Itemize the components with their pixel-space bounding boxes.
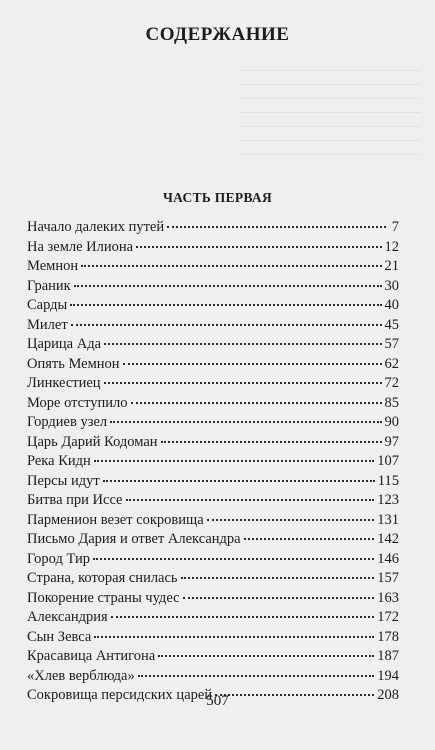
dot-leader	[81, 265, 381, 267]
dot-leader	[183, 597, 375, 599]
toc-entry	[27, 355, 399, 375]
toc-entry	[27, 472, 399, 492]
toc-entry	[27, 374, 399, 394]
toc-entry	[27, 530, 399, 550]
toc-entry-title: Граник	[27, 277, 71, 294]
dot-leader	[181, 577, 375, 579]
toc-entry-page: 57	[384, 336, 399, 352]
toc-entry	[27, 550, 399, 570]
toc-entry-title: Парменион везет сокровища	[27, 511, 204, 528]
dot-leader	[131, 402, 382, 404]
dot-leader	[126, 499, 375, 501]
toc-entry-page: 85	[384, 394, 399, 411]
toc-entry-page: 62	[384, 355, 399, 372]
toc-entry-page: 40	[384, 297, 399, 313]
toc-entry	[27, 277, 399, 297]
toc-entry-title: Сарды	[27, 297, 68, 313]
toc-entry-title: Покорение страны чудес	[27, 589, 180, 606]
table-of-contents	[27, 218, 399, 706]
toc-entry-page: 208	[377, 687, 399, 703]
dot-leader	[123, 363, 382, 365]
toc-entry-title: Красавица Антигона	[27, 648, 156, 664]
toc-entry-title: Сокровища персидских царей	[27, 687, 213, 703]
toc-entry-page: 7	[391, 219, 399, 235]
toc-entry-page: 131	[377, 511, 399, 528]
dot-leader	[74, 285, 382, 287]
dot-leader	[94, 636, 374, 638]
toc-entry	[27, 413, 399, 433]
toc-entry-page: 178	[377, 628, 399, 645]
dot-leader	[158, 655, 374, 657]
toc-entry-page: 115	[377, 472, 399, 489]
toc-entry-page: 172	[377, 609, 399, 625]
dot-leader	[111, 616, 375, 618]
toc-entry	[27, 589, 399, 609]
toc-entry	[27, 257, 399, 277]
toc-entry-page: 107	[377, 453, 399, 469]
toc-entry-page: 72	[384, 375, 399, 391]
dot-leader	[110, 421, 381, 423]
toc-entry-title: Мемнон	[27, 258, 79, 274]
dot-leader	[167, 226, 386, 228]
toc-entry-page: 30	[384, 277, 399, 294]
toc-entry-page: 187	[377, 648, 399, 664]
dot-leader	[104, 382, 382, 384]
toc-entry-page: 12	[384, 238, 399, 255]
toc-entry-title: Река Кидн	[27, 453, 91, 469]
dot-leader	[70, 304, 381, 306]
toc-entry-title: Море отступило	[27, 394, 128, 411]
toc-entry	[27, 647, 399, 667]
toc-entry	[27, 628, 399, 648]
toc-entry-page: 123	[377, 492, 399, 508]
dot-leader	[104, 343, 381, 345]
toc-entry	[27, 316, 399, 336]
toc-entry	[27, 608, 399, 628]
dot-leader	[161, 441, 382, 443]
toc-entry	[27, 452, 399, 472]
page-number: 507	[206, 693, 229, 709]
toc-entry	[27, 667, 399, 687]
toc-entry-title: Опять Мемнон	[27, 355, 120, 372]
toc-entry-title: Письмо Дария и ответ Александра	[27, 531, 241, 547]
toc-entry-page: 21	[384, 258, 399, 274]
toc-entry	[27, 218, 399, 238]
toc-entry-page: 142	[377, 531, 399, 547]
toc-entry-title: Сын Зевса	[27, 628, 92, 645]
toc-entry-page: 194	[377, 667, 399, 684]
toc-entry-page: 157	[377, 570, 399, 586]
toc-entry-page: 45	[384, 316, 399, 333]
toc-entry	[27, 335, 399, 355]
toc-entry-page: 163	[377, 589, 399, 606]
toc-entry-title: На земле Илиона	[27, 238, 134, 255]
part-heading: ЧАСТЬ ПЕРВАЯ	[162, 190, 273, 205]
page-title: СОДЕРЖАНИЕ	[145, 24, 290, 45]
toc-entry-title: Милет	[27, 316, 68, 333]
toc-entry-title: Гордиев узел	[27, 414, 108, 430]
toc-entry-page: 97	[384, 433, 399, 450]
toc-entry-title: Царь Дарий Кодоман	[27, 433, 158, 450]
dot-leader	[207, 519, 375, 521]
toc-entry-page: 146	[377, 550, 399, 567]
toc-entry-title: Линкестиец	[27, 375, 101, 391]
dot-leader	[93, 558, 374, 560]
toc-entry-page: 90	[384, 414, 399, 430]
toc-entry	[27, 296, 399, 316]
toc-entry-title: Александрия	[27, 609, 108, 625]
toc-entry-title: Страна, которая снилась	[27, 570, 178, 586]
bleed-through-marks	[240, 70, 420, 160]
dot-leader	[71, 324, 382, 326]
toc-entry-title: «Хлев верблюда»	[27, 667, 135, 684]
toc-entry	[27, 433, 399, 453]
dot-leader	[103, 480, 375, 482]
toc-entry-title: Битва при Иссе	[27, 492, 123, 508]
toc-entry-title: Персы идут	[27, 472, 100, 489]
dot-leader	[94, 460, 374, 462]
toc-entry	[27, 511, 399, 531]
dot-leader	[136, 246, 381, 248]
toc-entry-title: Город Тир	[27, 550, 90, 567]
toc-entry	[27, 394, 399, 414]
dot-leader	[244, 538, 375, 540]
toc-entry	[27, 238, 399, 258]
toc-entry	[27, 569, 399, 589]
toc-entry-title: Начало далеких путей	[27, 219, 165, 235]
toc-entry	[27, 491, 399, 511]
dot-leader	[138, 675, 375, 677]
toc-entry-title: Царица Ада	[27, 336, 102, 352]
